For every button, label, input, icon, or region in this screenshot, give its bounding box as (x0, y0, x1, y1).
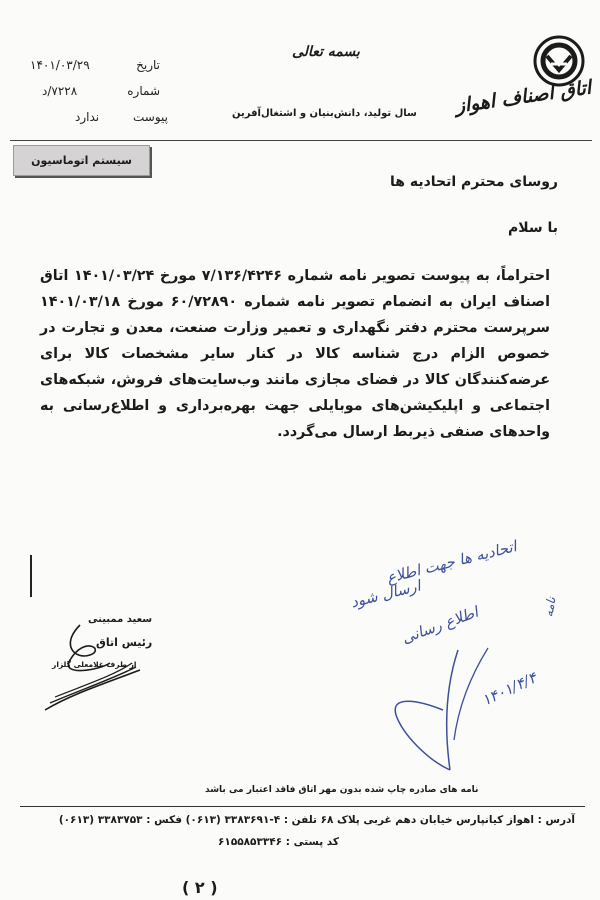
slogan: سال تولید، دانش‌بنیان و اشتغال‌آفرین (232, 108, 417, 119)
margin-mark (30, 555, 32, 597)
attachment-value: ندارد (75, 110, 100, 124)
number-value: ۷۲۲۸/د (42, 84, 78, 98)
handwritten-line-2: ارسال شود (348, 576, 423, 612)
handwritten-date: ۱۴۰۱/۴/۴ (478, 668, 540, 710)
number-label: شماره (127, 84, 160, 98)
recipient-line: روسای محترم اتحادیه ها (390, 174, 558, 190)
header-divider (10, 140, 592, 141)
footer-postal-code: کد پستی : ۶۱۵۵۸۵۳۳۴۶ (218, 836, 339, 848)
salutation: با سلام (507, 220, 558, 236)
signer-title: رئیس اتاق (96, 636, 153, 649)
handwritten-line-4: اطلاع رسانی (399, 602, 481, 648)
org-name: اتاق اصناف اهواز (454, 76, 593, 118)
approval-scribble-icon (388, 640, 498, 775)
handwritten-line-3: نامه (541, 596, 559, 618)
handwritten-line-1: اتحادیه ها جهت اطلاع (384, 537, 519, 587)
date-value: ۱۴۰۱/۰۳/۲۹ (30, 58, 90, 72)
letter-body: احتراماً، به پیوست تصویر نامه شماره ۷/۱۳۶/۴۲۴۶ مورخ ۱۴۰۱/۰۳/۲۴ اتاق اصناف ایران به انضمام تصویر نامه شماره ۶۰/۷۲۸۹۰ مورخ ۱۴۰۱/۰۳/۱۸ سرپرست محترم دفتر نگهداری و تعمیر وزارت صنعت، معدن و تجارت در خصوص الزام درج شناسه کالا در کنار سایر مشخصات کالا برای عرضه‌کنندگان کالا در فضای مجازی مانند وب‌سایت‌های فروش، شبکه‌های اجتماعی و اپلیکیشن‌های موبایلی جهت بهره‌برداری و اطلاع‌رسانی به واحدهای صنفی ذیربط ارسال می‌گردد. (40, 268, 550, 440)
bismillah: بسمه تعالی (292, 44, 360, 60)
signer-name: سعید ممبینی (88, 614, 153, 625)
footer-address: آدرس : اهواز کیانپارس خیابان دهم غربی پلاک ۶۸ تلفن : ۴-۳۳۸۳۶۹۱ (۰۶۱۳) فکس : ۳۳۸۳۷۵۳ (۰۶۱۳) (58, 814, 575, 826)
footer-divider (20, 806, 585, 807)
attachment-label: پیوست (133, 110, 168, 124)
page-mark: ( ۲ ) (182, 878, 218, 897)
system-badge: سیستم اتوماسیون (13, 145, 150, 176)
date-label: تاریخ (136, 58, 160, 72)
signer-note: از طرف غلامعلی گلزار (52, 660, 137, 669)
validity-note: نامه های صادره چاپ شده بدون مهر اتاق فاقد اعتبار می باشد (205, 785, 479, 795)
